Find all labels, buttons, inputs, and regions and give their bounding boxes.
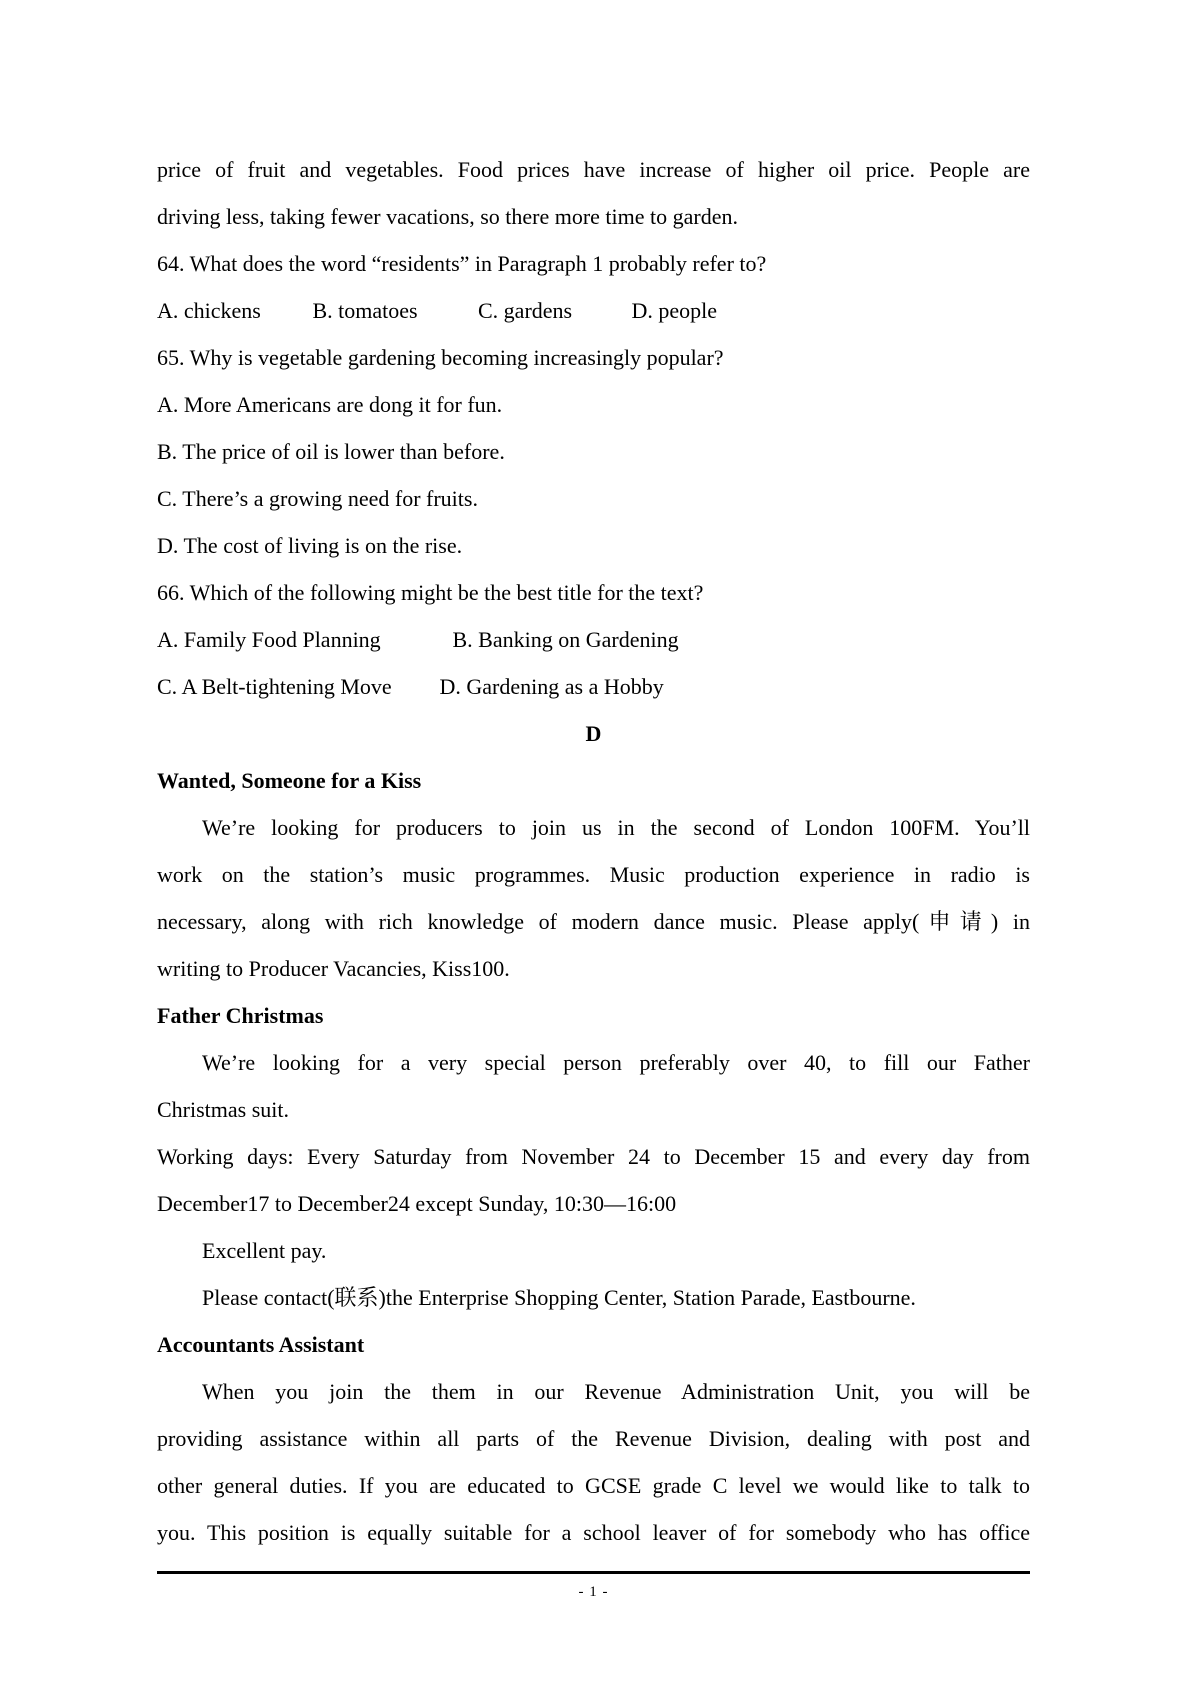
section-d-heading: D — [585, 721, 602, 746]
question-65: 65. Why is vegetable gardening becoming increasingly popular? — [157, 345, 724, 370]
ad-kiss-line: writing to Producer Vacancies, Kiss100. — [157, 956, 510, 981]
option-66-d: D. Gardening as a Hobby — [439, 674, 664, 699]
ad-kiss-line: We’re looking for producers to join us in the second of London 100FM. You’ll — [202, 815, 1030, 840]
question-64-options — [157, 287, 1030, 334]
passage-c-line: price of fruit and vegetables. Food prices have increase of higher oil price. People are — [157, 157, 1030, 182]
option-66-c: C. A Belt-tightening Move — [157, 674, 392, 699]
option-64-d: D. people — [631, 298, 718, 323]
ad-father-christmas-line: December17 to December24 except Sunday, 10:30—16:00 — [157, 1191, 677, 1216]
option-64-b: B. tomatoes — [312, 298, 418, 323]
ad-father-christmas-line: Excellent pay. — [202, 1238, 327, 1263]
ad-title-kiss: Wanted, Someone for a Kiss — [157, 768, 422, 793]
ad-kiss-line: necessary, along with rich knowledge of modern dance music. Please apply(申请) in — [157, 909, 1030, 934]
ad-father-christmas-line: Christmas suit. — [157, 1097, 290, 1122]
page-number: - 1 - — [578, 1584, 609, 1600]
ad-accountants-line: you. This position is equally suitable for a school leaver of for somebody who has office — [157, 1520, 1030, 1545]
option-65-c: C. There’s a growing need for fruits. — [157, 486, 478, 511]
ad-title-father-christmas: Father Christmas — [157, 1003, 324, 1028]
question-66: 66. Which of the following might be the best title for the text? — [157, 580, 704, 605]
footer-divider — [157, 1571, 1030, 1574]
ad-father-christmas-line: Please contact(联系)the Enterprise Shopping Center, Station Parade, Eastbourne. — [202, 1285, 916, 1310]
option-66-b: B. Banking on Gardening — [452, 627, 679, 652]
document-page — [157, 146, 1030, 1556]
option-65-d: D. The cost of living is on the rise. — [157, 533, 463, 558]
ad-accountants-line: When you join the them in our Revenue Administration Unit, you will be — [202, 1379, 1030, 1404]
option-65-b: B. The price of oil is lower than before. — [157, 439, 505, 464]
option-64-a: A. chickens — [157, 298, 261, 323]
ad-accountants-line: providing assistance within all parts of the Revenue Division, dealing with post and — [157, 1426, 1030, 1451]
ad-father-christmas-line: Working days: Every Saturday from November 24 to December 15 and every day from — [157, 1144, 1030, 1169]
option-65-a: A. More Americans are dong it for fun. — [157, 392, 503, 417]
question-64: 64. What does the word “residents” in Paragraph 1 probably refer to? — [157, 251, 767, 276]
ad-title-accountants: Accountants Assistant — [157, 1332, 365, 1357]
ad-accountants-line: other general duties. If you are educated to GCSE grade C level we would like to talk to — [157, 1473, 1030, 1498]
ad-father-christmas-line: We’re looking for a very special person preferably over 40, to fill our Father — [202, 1050, 1030, 1075]
option-66-a: A. Family Food Planning — [157, 627, 381, 652]
ad-kiss-line: work on the station’s music programmes. Music production experience in radio is — [157, 862, 1030, 887]
question-66-options-row-2 — [157, 663, 1030, 710]
passage-c-line: driving less, taking fewer vacations, so there more time to garden. — [157, 204, 738, 229]
question-66-options-row-1 — [157, 616, 1030, 663]
option-64-c: C. gardens — [478, 298, 573, 323]
